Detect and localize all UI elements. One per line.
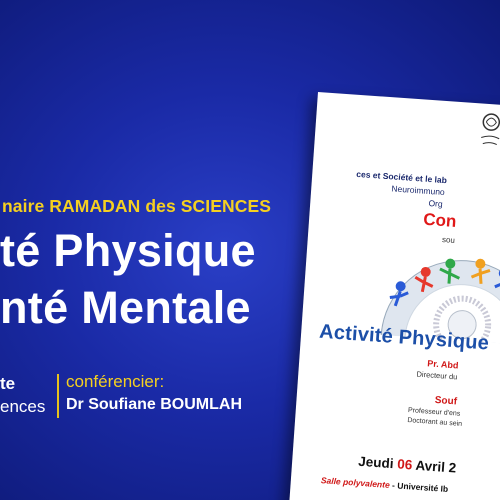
- poster-date-year: 2: [448, 460, 457, 476]
- poster-neuro-line: Neuroimmuno: [391, 183, 446, 198]
- event-series-title: naire RAMADAN des SCIENCES: [2, 196, 272, 216]
- poster-image: [287, 92, 500, 500]
- poster-date-day: Jeudi: [357, 453, 395, 472]
- poster-venue: [321, 475, 449, 494]
- organizer-line-2: ences: [0, 397, 46, 416]
- poster-moderator-role: Directeur du: [416, 369, 458, 382]
- poster-venue-room: Salle polyvalente: [320, 475, 391, 490]
- poster-date: [358, 454, 457, 476]
- poster-speaker-role-1: Professeur d'ens: [407, 407, 461, 418]
- poster-date-number: 06: [396, 456, 413, 473]
- organizer-text: [0, 372, 45, 418]
- poster-moderator-name: Pr. Abd: [426, 358, 459, 371]
- poster-speaker-role-2: Doctorant au sein: [407, 417, 463, 428]
- poster-conference-title: Con: [422, 209, 458, 231]
- poster-lab-line: ces et Société et le lab: [356, 168, 448, 186]
- university-logo-icon: [474, 109, 500, 151]
- speaker-name: Dr Soufiane BOUMLAH: [66, 396, 242, 413]
- poster-speaker-name: Souf: [434, 394, 458, 408]
- organizer-line-1: te: [0, 374, 16, 393]
- poster-sheet: [287, 92, 500, 500]
- speaker-label: conférencier:: [66, 372, 165, 391]
- poster-date-month: Avril: [414, 457, 446, 475]
- yellow-divider: [57, 374, 59, 418]
- poster-topic-title: Activité Physique: [318, 320, 490, 355]
- poster-sous-line: sou: [441, 235, 456, 245]
- talk-title-line-2: nté Mentale: [0, 282, 251, 333]
- poster-venue-university: - Université Ib: [389, 479, 449, 495]
- poster-organise-line: Org: [428, 197, 444, 209]
- talk-title-line-1: té Physique: [0, 225, 256, 276]
